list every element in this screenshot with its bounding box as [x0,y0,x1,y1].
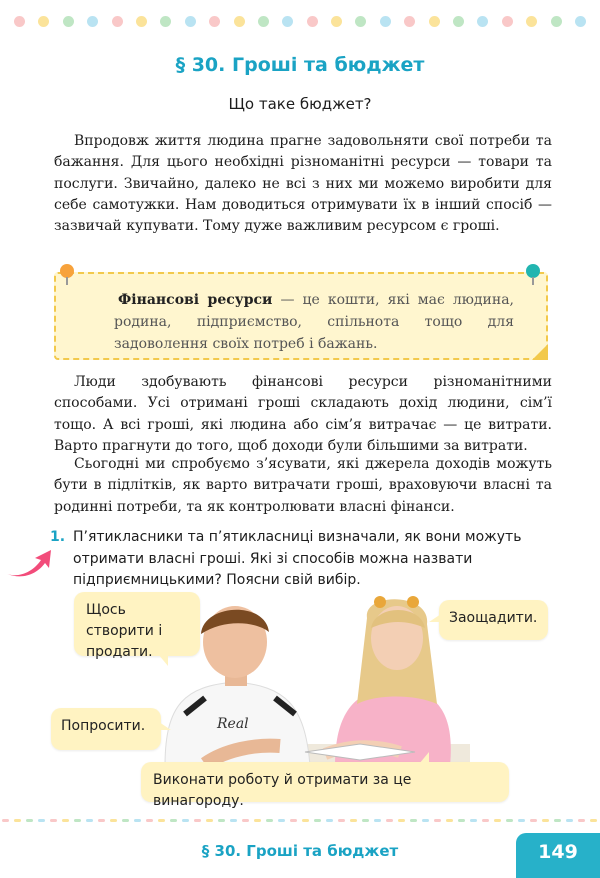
decor-dash [518,819,525,822]
decor-dot [112,16,123,27]
page-number: 149 [516,833,600,878]
decor-dash [386,819,393,822]
decor-dash [578,819,585,822]
definition-term: Фінансові ресурси [118,292,273,308]
decor-dash [446,819,453,822]
pointer-arrow-icon [5,548,53,580]
paragraph-intro: Впродовж життя людина прагне задовольняти свої потреби та бажання. Для цього необхідні різноманітні ресурси — товари та послуги. Звичайно, далеко не всі з них ми можемо виробити для себе самотужки. Нам доводиться отримувати їх в інший спосіб — зазвичай купувати. Тому дуже важливим ресурсом є гроші. [54,133,552,235]
decor-dash [218,819,225,822]
bubble-tail [419,752,429,764]
decor-dash [458,819,465,822]
decor-dash [350,819,357,822]
definition-body: — це кошти, які має людина, родина, підприємство, спільнота тощо для задоволення своїх потреб і бажань. [114,292,514,352]
decor-dash [542,819,549,822]
decor-dash [530,819,537,822]
footer-section-title: § 30. Гроші та бюджет [201,842,399,860]
decor-dash [266,819,273,822]
decor-dash [422,819,429,822]
pushpin-icon [526,264,540,278]
bubble-text: Щось створити і продати. [86,602,163,660]
task-1 [50,527,552,592]
decor-dash [182,819,189,822]
decor-dot [331,16,342,27]
decor-dot [380,16,391,27]
decor-dot [209,16,220,27]
bubble-tail [158,654,168,666]
decor-dot [38,16,49,27]
page-title: § 30. Гроші та бюджет [175,54,425,76]
speech-bubble-work-reward [141,762,509,809]
decor-dash [50,819,57,822]
decor-dot [136,16,147,27]
paragraph-goals: Сьогодні ми спробуємо з’ясувати, які джерела доходів можуть бути в підлітків, як варто витрачати гроші, враховуючи власні та родинні потреби, та як контролювати власні фінанси. [54,456,552,515]
top-dots-decoration [0,16,600,27]
decor-dash [146,819,153,822]
definition-text [114,289,514,355]
decor-dash [2,819,9,822]
decor-dash [230,819,237,822]
decor-dash [86,819,93,822]
decor-dash [374,819,381,822]
decor-dash [314,819,321,822]
speech-bubble-ask [51,708,161,750]
decor-dash [506,819,513,822]
decor-dash [566,819,573,822]
decor-dash [26,819,33,822]
bubble-tail [159,722,171,730]
decor-dot [551,16,562,27]
decor-dash [206,819,213,822]
decor-dash [110,819,117,822]
decor-dot [404,16,415,27]
section-subtitle: Що таке бюджет? [228,95,372,113]
decor-dash [434,819,441,822]
decor-dot [14,16,25,27]
decor-dot [160,16,171,27]
decor-dash [326,819,333,822]
decor-dash [62,819,69,822]
speech-bubble-save [439,600,548,640]
decor-dash [122,819,129,822]
decor-dot [575,16,586,27]
paragraph-income: Люди здобувають фінансові ресурси різноманітними способами. Усі отримані гроші складають дохід людини, сім’ї тощо. А всі гроші, які людина або сім’я витрачає — це витрати. Варто прагнути до того, щоб доходи були більшими за витрати. [54,374,552,454]
decor-dash [278,819,285,822]
decor-dash [98,819,105,822]
definition-box [54,272,548,360]
decor-dash [470,819,477,822]
decor-dot [502,16,513,27]
decor-dot [234,16,245,27]
decor-dash [290,819,297,822]
footer-divider [0,819,600,823]
speech-bubble-create-sell [74,592,200,660]
decor-dash [590,819,597,822]
decor-dash [14,819,21,822]
decor-dash [158,819,165,822]
decor-dash [194,819,201,822]
decor-dash [242,819,249,822]
decor-dot [429,16,440,27]
bubble-tail [429,614,441,622]
bubble-text: Попросити. [61,718,146,734]
decor-dot [185,16,196,27]
decor-dash [398,819,405,822]
decor-dot [526,16,537,27]
bubble-text: Заощадити. [449,610,538,626]
decor-dash [302,819,309,822]
decor-dash [254,819,261,822]
decor-dot [477,16,488,27]
decor-dash [410,819,417,822]
decor-dot [87,16,98,27]
decor-dash [134,819,141,822]
decor-dot [258,16,269,27]
svg-text:Real: Real [217,716,249,732]
decor-dash [74,819,81,822]
task-number: 1. [50,529,66,545]
page-fold-corner [532,344,548,360]
task-text: П’ятикласники та п’ятикласниці визначали, як вони можуть отримати власні гроші. Які зі способів можна назвати підприємницькими? Поясни свій вибір. [73,529,522,588]
decor-dash [338,819,345,822]
decor-dash [170,819,177,822]
decor-dash [38,819,45,822]
bubble-text: Виконати роботу й отримати за це винагороду. [153,772,412,809]
decor-dash [362,819,369,822]
decor-dash [494,819,501,822]
decor-dot [453,16,464,27]
decor-dash [482,819,489,822]
decor-dot [355,16,366,27]
decor-dash [554,819,561,822]
decor-dot [307,16,318,27]
decor-dot [282,16,293,27]
pushpin-icon [60,264,74,278]
decor-dot [63,16,74,27]
